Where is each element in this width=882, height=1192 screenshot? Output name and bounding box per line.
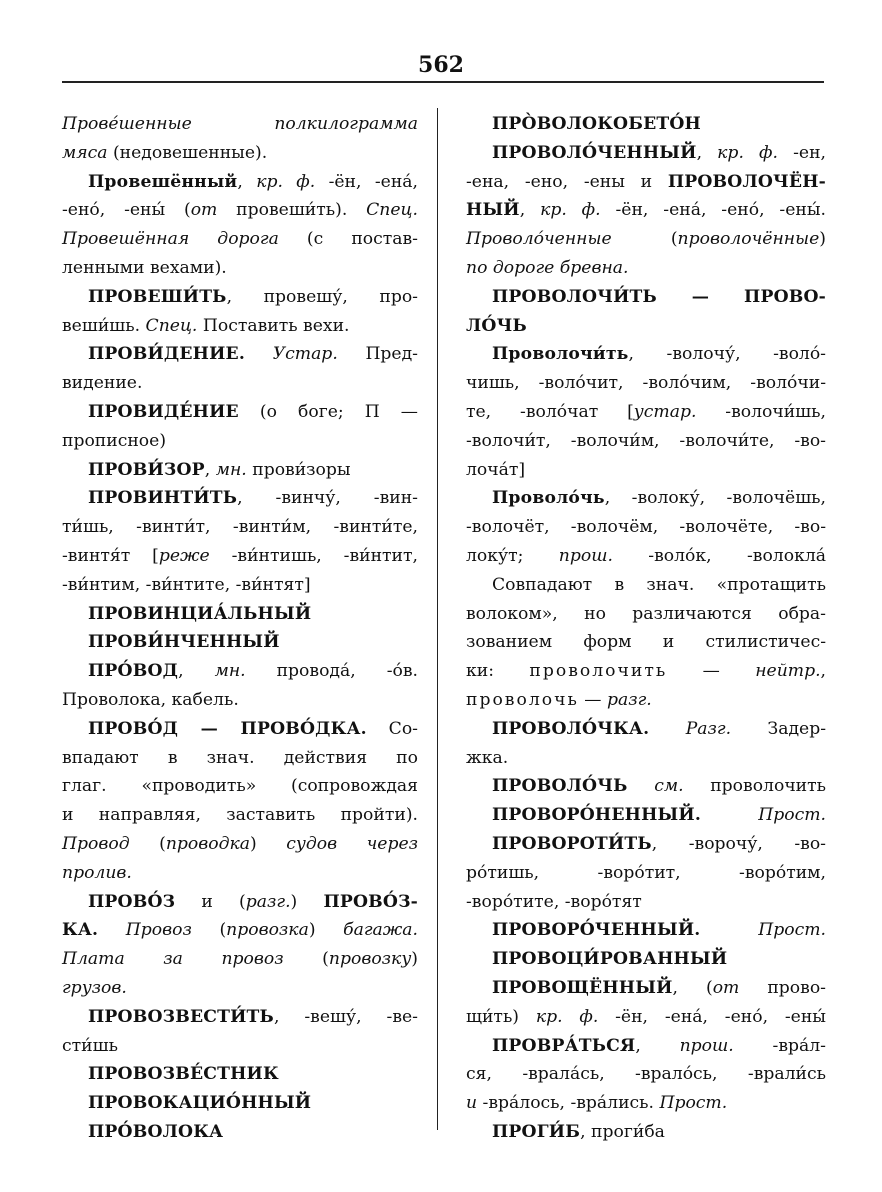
dictionary-entry <box>466 715 826 773</box>
headword: ПРОВИНЦИА́ЛЬНЫЙ <box>88 603 312 624</box>
entry-text: сти́шь <box>62 1035 118 1056</box>
entry-line <box>62 744 418 773</box>
entry-text: -воло́к, -волокла́ <box>612 545 826 566</box>
entry-line <box>62 1089 418 1118</box>
entry-text: щи́ть) <box>466 1006 536 1027</box>
italic-text: Прове́шенные полкилограмма <box>62 114 418 134</box>
entry-text: ( <box>611 229 678 250</box>
entry-text: и направляя, заставить пройти). <box>62 805 418 826</box>
entry-text: -вра́лось, -вра́лись. <box>477 1093 660 1114</box>
entry-text: — <box>578 689 607 710</box>
dictionary-entry <box>62 628 418 657</box>
dictionary-entry <box>466 283 826 341</box>
entry-text: чишь, -воло́чит, -воло́чим, -воло́чи- <box>466 373 826 394</box>
entry-line <box>466 830 826 859</box>
dictionary-entry <box>62 456 418 485</box>
entry-text: впадают в знач. действия по <box>62 747 418 768</box>
entry-line <box>466 484 826 513</box>
entry-text: прово- <box>739 977 826 998</box>
entry-text: -воро́тите, -воро́тят <box>466 891 642 912</box>
dictionary-entry <box>466 1032 826 1118</box>
entry-text: -винтя́т [ <box>62 545 159 566</box>
italic-text: кр. ф. <box>717 142 778 163</box>
entry-text: волоком», но различаются обра- <box>466 603 826 624</box>
entry-text: ( <box>191 920 227 941</box>
dictionary-entry <box>62 657 418 715</box>
entry-line <box>62 110 418 139</box>
entry-text: Поставить вехи. <box>197 315 350 336</box>
entry-line <box>62 225 418 254</box>
dictionary-entry <box>466 916 826 945</box>
entry-text: -волочи́шь, <box>696 401 826 422</box>
dictionary-entry <box>466 830 826 916</box>
italic-text: проволочённые <box>677 229 820 250</box>
italic-text: Плата за провоз <box>62 949 284 970</box>
dictionary-entry <box>466 340 826 484</box>
entry-text: , <box>178 661 215 682</box>
entry-line <box>62 830 418 859</box>
italic-text: Прост. <box>758 920 826 941</box>
entry-text: -ён, -ена́, <box>315 171 418 192</box>
headword: ПРОВЕШИ́ТЬ <box>88 286 227 307</box>
entry-line <box>466 283 826 312</box>
italic-text: судов через <box>286 833 419 854</box>
dictionary-entry <box>62 110 418 168</box>
entry-text: (недовешенные). <box>107 142 268 163</box>
entry-text: , <box>696 142 718 163</box>
italic-text: от <box>712 977 740 998</box>
entry-text: Задер- <box>731 718 827 739</box>
entry-text: , ( <box>672 977 713 998</box>
entry-text: прописное) <box>62 430 167 451</box>
dictionary-entry <box>62 484 418 599</box>
headword: ПРО́ВОД <box>88 661 179 682</box>
italic-text: Проволо́ченные <box>466 229 612 250</box>
headword: ПРОВОРО́ЧЕННЫЙ. <box>492 920 701 941</box>
entry-text <box>98 920 126 940</box>
entry-text: , -волочу́, -воло́- <box>628 344 826 365</box>
headword: ПРОВИ́НЧЕННЫЙ <box>88 632 280 653</box>
italic-text: кр. ф. <box>535 1006 599 1027</box>
entry-text: жка. <box>466 747 509 768</box>
entry-text: лоча́т] <box>466 459 526 480</box>
entry-line <box>62 686 418 715</box>
dictionary-entry <box>62 715 418 888</box>
headword: ПРО̀ВОЛОКОБЕТО́Н <box>492 114 701 134</box>
italic-text: разг. <box>245 891 291 912</box>
headword: ПРОВОЦИ́РОВАННЫЙ <box>492 949 728 970</box>
entry-line <box>62 1003 418 1032</box>
dictionary-entry <box>62 1003 418 1061</box>
headword: ПРОВОЩЁННЫЙ <box>492 977 673 998</box>
entry-text: , <box>237 171 257 192</box>
dictionary-entry <box>62 1060 418 1089</box>
entry-line <box>466 859 826 888</box>
italic-text: провозка <box>226 920 309 941</box>
italic-text: Разг. <box>685 718 732 739</box>
entry-text: прови́зоры <box>246 459 351 480</box>
italic-text: провозку <box>328 949 412 970</box>
entry-text: проволочить <box>529 661 668 682</box>
italic-text: мн. <box>215 459 247 480</box>
entry-line <box>62 859 418 888</box>
dictionary-entry <box>466 974 826 1032</box>
entry-line <box>466 1060 826 1089</box>
entry-line <box>62 283 418 312</box>
entry-line <box>62 772 418 801</box>
italic-text: прош. <box>679 1035 734 1056</box>
entry-text <box>627 776 654 796</box>
entry-text: , -волоку́, -волочёшь, <box>604 488 826 509</box>
entry-line <box>62 542 418 571</box>
italic-text: мн. <box>214 661 246 682</box>
entry-line <box>62 513 418 542</box>
italic-text: Провод <box>62 833 130 854</box>
entry-text <box>700 920 758 940</box>
entry-text: ки: <box>466 661 530 682</box>
entry-text: те, -воло́чат [ <box>466 401 634 422</box>
italic-text: проводка <box>165 833 251 854</box>
entry-line <box>62 628 418 657</box>
entry-line <box>466 657 826 686</box>
entry-text: , <box>519 200 541 221</box>
entry-text: -ено́, -ены́ ( <box>62 200 191 221</box>
entry-text: -ен, <box>777 142 826 163</box>
dictionary-entry <box>62 283 418 341</box>
entry-line <box>466 686 826 715</box>
entry-line <box>62 1118 418 1147</box>
entry-line <box>466 398 826 427</box>
entry-line <box>62 916 418 945</box>
entry-line <box>466 312 826 341</box>
italic-text: пролив. <box>62 862 132 883</box>
italic-text: устар. <box>633 401 697 422</box>
entry-text: -ён, -ена́, -ено́, -ены́. <box>600 200 826 221</box>
entry-text: проволочь <box>466 689 579 710</box>
entry-text: ( <box>283 949 329 970</box>
headword: ПРОВОРОТИ́ТЬ <box>492 833 652 854</box>
italic-text: и <box>466 1093 478 1114</box>
dictionary-entry <box>466 945 826 974</box>
left-column <box>62 110 418 1147</box>
italic-text: от <box>190 200 218 221</box>
entry-line <box>466 974 826 1003</box>
entry-text: -ена, -ено, -ены и <box>466 171 668 192</box>
entry-text: ) <box>290 891 324 912</box>
italic-text: нейтр. <box>755 661 821 682</box>
entry-text: ) <box>411 949 419 970</box>
entry-line <box>62 571 418 600</box>
entry-text: Пред- <box>337 344 418 365</box>
entry-text: , проги́ба <box>580 1121 665 1142</box>
entry-text: зованием форм и стилистичес- <box>466 632 826 653</box>
italic-text: Спец. <box>145 315 198 336</box>
headword: ПРОВОРО́НЕННЫЙ. <box>492 805 702 826</box>
headword: ПРОВОЗВЕ́СТНИК <box>88 1064 279 1085</box>
entry-line <box>466 1003 826 1032</box>
dictionary-entry <box>466 110 826 139</box>
headword: Проволо́чь <box>492 488 605 509</box>
headword: ПРОВОЛО́ЧЬ <box>492 776 628 797</box>
header-rule <box>62 81 824 83</box>
entry-line <box>466 1032 826 1061</box>
entry-line <box>466 916 826 945</box>
entry-line <box>466 801 826 830</box>
headword: ПРОВОЛОЧЁН- <box>667 171 826 192</box>
entry-text <box>245 344 273 364</box>
entry-line <box>466 772 826 801</box>
entry-line <box>62 312 418 341</box>
page-number: 562 <box>418 52 464 78</box>
entry-line <box>62 888 418 917</box>
headword: ПРО́ВОЛОКА <box>88 1121 224 1142</box>
italic-text: кр. ф. <box>540 200 601 221</box>
entry-text: ро́тишь, -воро́тит, -воро́тим, <box>466 862 826 883</box>
entry-text: (о боге; П — <box>238 401 418 422</box>
entry-line <box>62 139 418 168</box>
italic-text: Прост. <box>659 1093 728 1114</box>
dictionary-entry <box>466 139 826 283</box>
entry-line <box>62 456 418 485</box>
entry-text: , <box>204 459 216 480</box>
entry-line <box>62 1060 418 1089</box>
italic-text: багажа. <box>343 920 419 941</box>
headword: ПРОВИНТИ́ТЬ <box>88 488 238 509</box>
entry-line <box>466 139 826 168</box>
entry-text: -ви́нтим, -ви́нтите, -ви́нтят] <box>62 574 311 595</box>
headword: ПРОВИ́ЗОР <box>88 459 205 480</box>
headword: ПРОВО́З- <box>323 891 418 912</box>
headword: ПРОВРА́ТЬСЯ <box>492 1035 636 1056</box>
italic-text: грузов. <box>62 977 127 998</box>
entry-text: проволочить <box>683 776 827 797</box>
entry-line <box>62 168 418 197</box>
dictionary-entry <box>62 398 418 456</box>
entry-text: ) <box>308 920 344 941</box>
entry-text: -вра́л- <box>733 1035 826 1056</box>
dictionary-entry <box>466 1118 826 1147</box>
entry-text: ти́шь, -винти́т, -винти́м, -винти́те, <box>62 517 418 538</box>
entry-line <box>62 945 418 974</box>
entry-text: (с постав- <box>278 229 418 250</box>
italic-text: Провоз <box>125 920 192 941</box>
entry-line <box>466 1089 826 1118</box>
headword: ПРОВИДЕ́НИЕ <box>88 401 239 422</box>
entry-text <box>649 719 685 739</box>
italic-text: реже <box>158 545 210 566</box>
entry-line <box>62 254 418 283</box>
entry-text: ) <box>250 833 287 854</box>
headword: ПРОВОЛО́ЧЕННЫЙ <box>492 142 697 163</box>
entry-text: -волочи́т, -волочи́м, -волочи́те, -во- <box>466 430 826 451</box>
dictionary-entry <box>466 571 826 715</box>
headword: КА. <box>62 920 99 941</box>
dictionary-entry <box>466 801 826 830</box>
italic-text: мяса <box>62 142 108 163</box>
entry-text: Со- <box>366 718 418 739</box>
entry-line <box>62 657 418 686</box>
headword: ПРОВОЛО́ЧКА. <box>492 718 650 739</box>
headword: ПРОВОКАЦИО́ННЫЙ <box>88 1093 312 1114</box>
dictionary-entry <box>62 168 418 283</box>
entry-line <box>466 542 826 571</box>
entry-line <box>466 168 826 197</box>
entry-line <box>466 427 826 456</box>
dictionary-entry <box>466 484 826 570</box>
entry-line <box>466 196 826 225</box>
dictionary-entry <box>62 1089 418 1118</box>
entry-text: веши́шь. <box>62 315 146 336</box>
entry-text: , -вешу́, -ве- <box>273 1006 418 1027</box>
entry-text: — <box>667 661 756 682</box>
entry-text: Проволока, кабель. <box>62 689 239 710</box>
entry-line <box>62 801 418 830</box>
entry-line <box>62 398 418 427</box>
dictionary-entry <box>62 600 418 629</box>
entry-line <box>466 456 826 485</box>
entry-line <box>62 715 418 744</box>
entry-line <box>62 340 418 369</box>
dictionary-entry <box>62 888 418 1003</box>
entry-text: видение. <box>62 373 143 394</box>
entry-text: провеши́ть). <box>217 200 367 221</box>
entry-line <box>466 744 826 773</box>
entry-line <box>62 369 418 398</box>
headword: НЫЙ <box>466 200 520 221</box>
entry-line <box>466 715 826 744</box>
headword: ПРОВИ́ДЕНИЕ. <box>88 344 246 365</box>
entry-line <box>466 600 826 629</box>
entry-line <box>62 427 418 456</box>
dictionary-entry <box>62 340 418 398</box>
entry-text: , -ворочу́, -во- <box>651 833 826 854</box>
italic-text: кр. ф. <box>256 171 316 192</box>
entry-text: , <box>635 1035 680 1056</box>
entry-text: ( <box>129 833 166 854</box>
entry-line <box>466 225 826 254</box>
column-divider <box>437 108 438 1130</box>
entry-text: -ён, -ена́, -ено́, -ены́ <box>598 1006 826 1027</box>
entry-text: Совпадают в знач. «протащить <box>492 574 826 595</box>
entry-line <box>466 513 826 542</box>
headword: ПРОВО́З <box>88 891 176 912</box>
entry-line <box>466 888 826 917</box>
entry-text <box>701 805 758 825</box>
entry-line <box>466 369 826 398</box>
entry-line <box>466 571 826 600</box>
italic-text: разг. <box>606 689 652 710</box>
entry-line <box>62 1032 418 1061</box>
entry-line <box>466 254 826 283</box>
entry-text: , провешу́, про- <box>226 286 418 307</box>
headword: ПРОВО́Д — ПРОВО́ДКА. <box>88 718 367 739</box>
entry-line <box>466 110 826 139</box>
headword: ПРОГИ́Б <box>492 1121 581 1142</box>
headword: Проволочи́ть <box>492 344 629 365</box>
entry-line <box>466 628 826 657</box>
entry-text: ся, -врала́сь, -врало́сь, -врали́сь <box>466 1064 826 1085</box>
italic-text: по дороге бревна. <box>466 257 629 278</box>
headword: Провешённый <box>88 171 238 192</box>
entry-text: и ( <box>175 891 246 912</box>
right-column <box>466 110 826 1147</box>
entry-text: провода́, -о́в. <box>245 661 418 682</box>
entry-line <box>62 484 418 513</box>
italic-text: Устар. <box>272 344 338 365</box>
entry-text: глаг. «проводить» (сопровождая <box>62 776 418 797</box>
headword: ПРОВОЛОЧИ́ТЬ — ПРОВО- <box>492 286 826 307</box>
dictionary-entry <box>62 1118 418 1147</box>
italic-text: см. <box>654 776 684 797</box>
entry-text: , -винчу́, -вин- <box>237 488 418 509</box>
entry-line <box>62 196 418 225</box>
headword: ЛО́ЧЬ <box>466 315 527 336</box>
entry-text: ленными вехами). <box>62 257 227 278</box>
entry-line <box>466 340 826 369</box>
entry-line <box>466 1118 826 1147</box>
entry-text: , <box>820 661 826 682</box>
entry-text: локу́т; <box>466 545 559 566</box>
entry-text: -волочёт, -волочём, -волочёте, -во- <box>466 517 826 538</box>
entry-line <box>62 974 418 1003</box>
entry-line <box>62 600 418 629</box>
italic-text: Спец. <box>366 200 418 221</box>
dictionary-entry <box>466 772 826 801</box>
italic-text: прош. <box>558 545 613 566</box>
headword: ПРОВОЗВЕСТИ́ТЬ <box>88 1006 274 1027</box>
entry-line <box>466 945 826 974</box>
entry-text: ) <box>819 229 826 250</box>
italic-text: Прост. <box>758 805 826 826</box>
entry-text: -ви́нтишь, -ви́нтит, <box>209 545 418 566</box>
italic-text: Провешённая дорога <box>62 229 279 250</box>
